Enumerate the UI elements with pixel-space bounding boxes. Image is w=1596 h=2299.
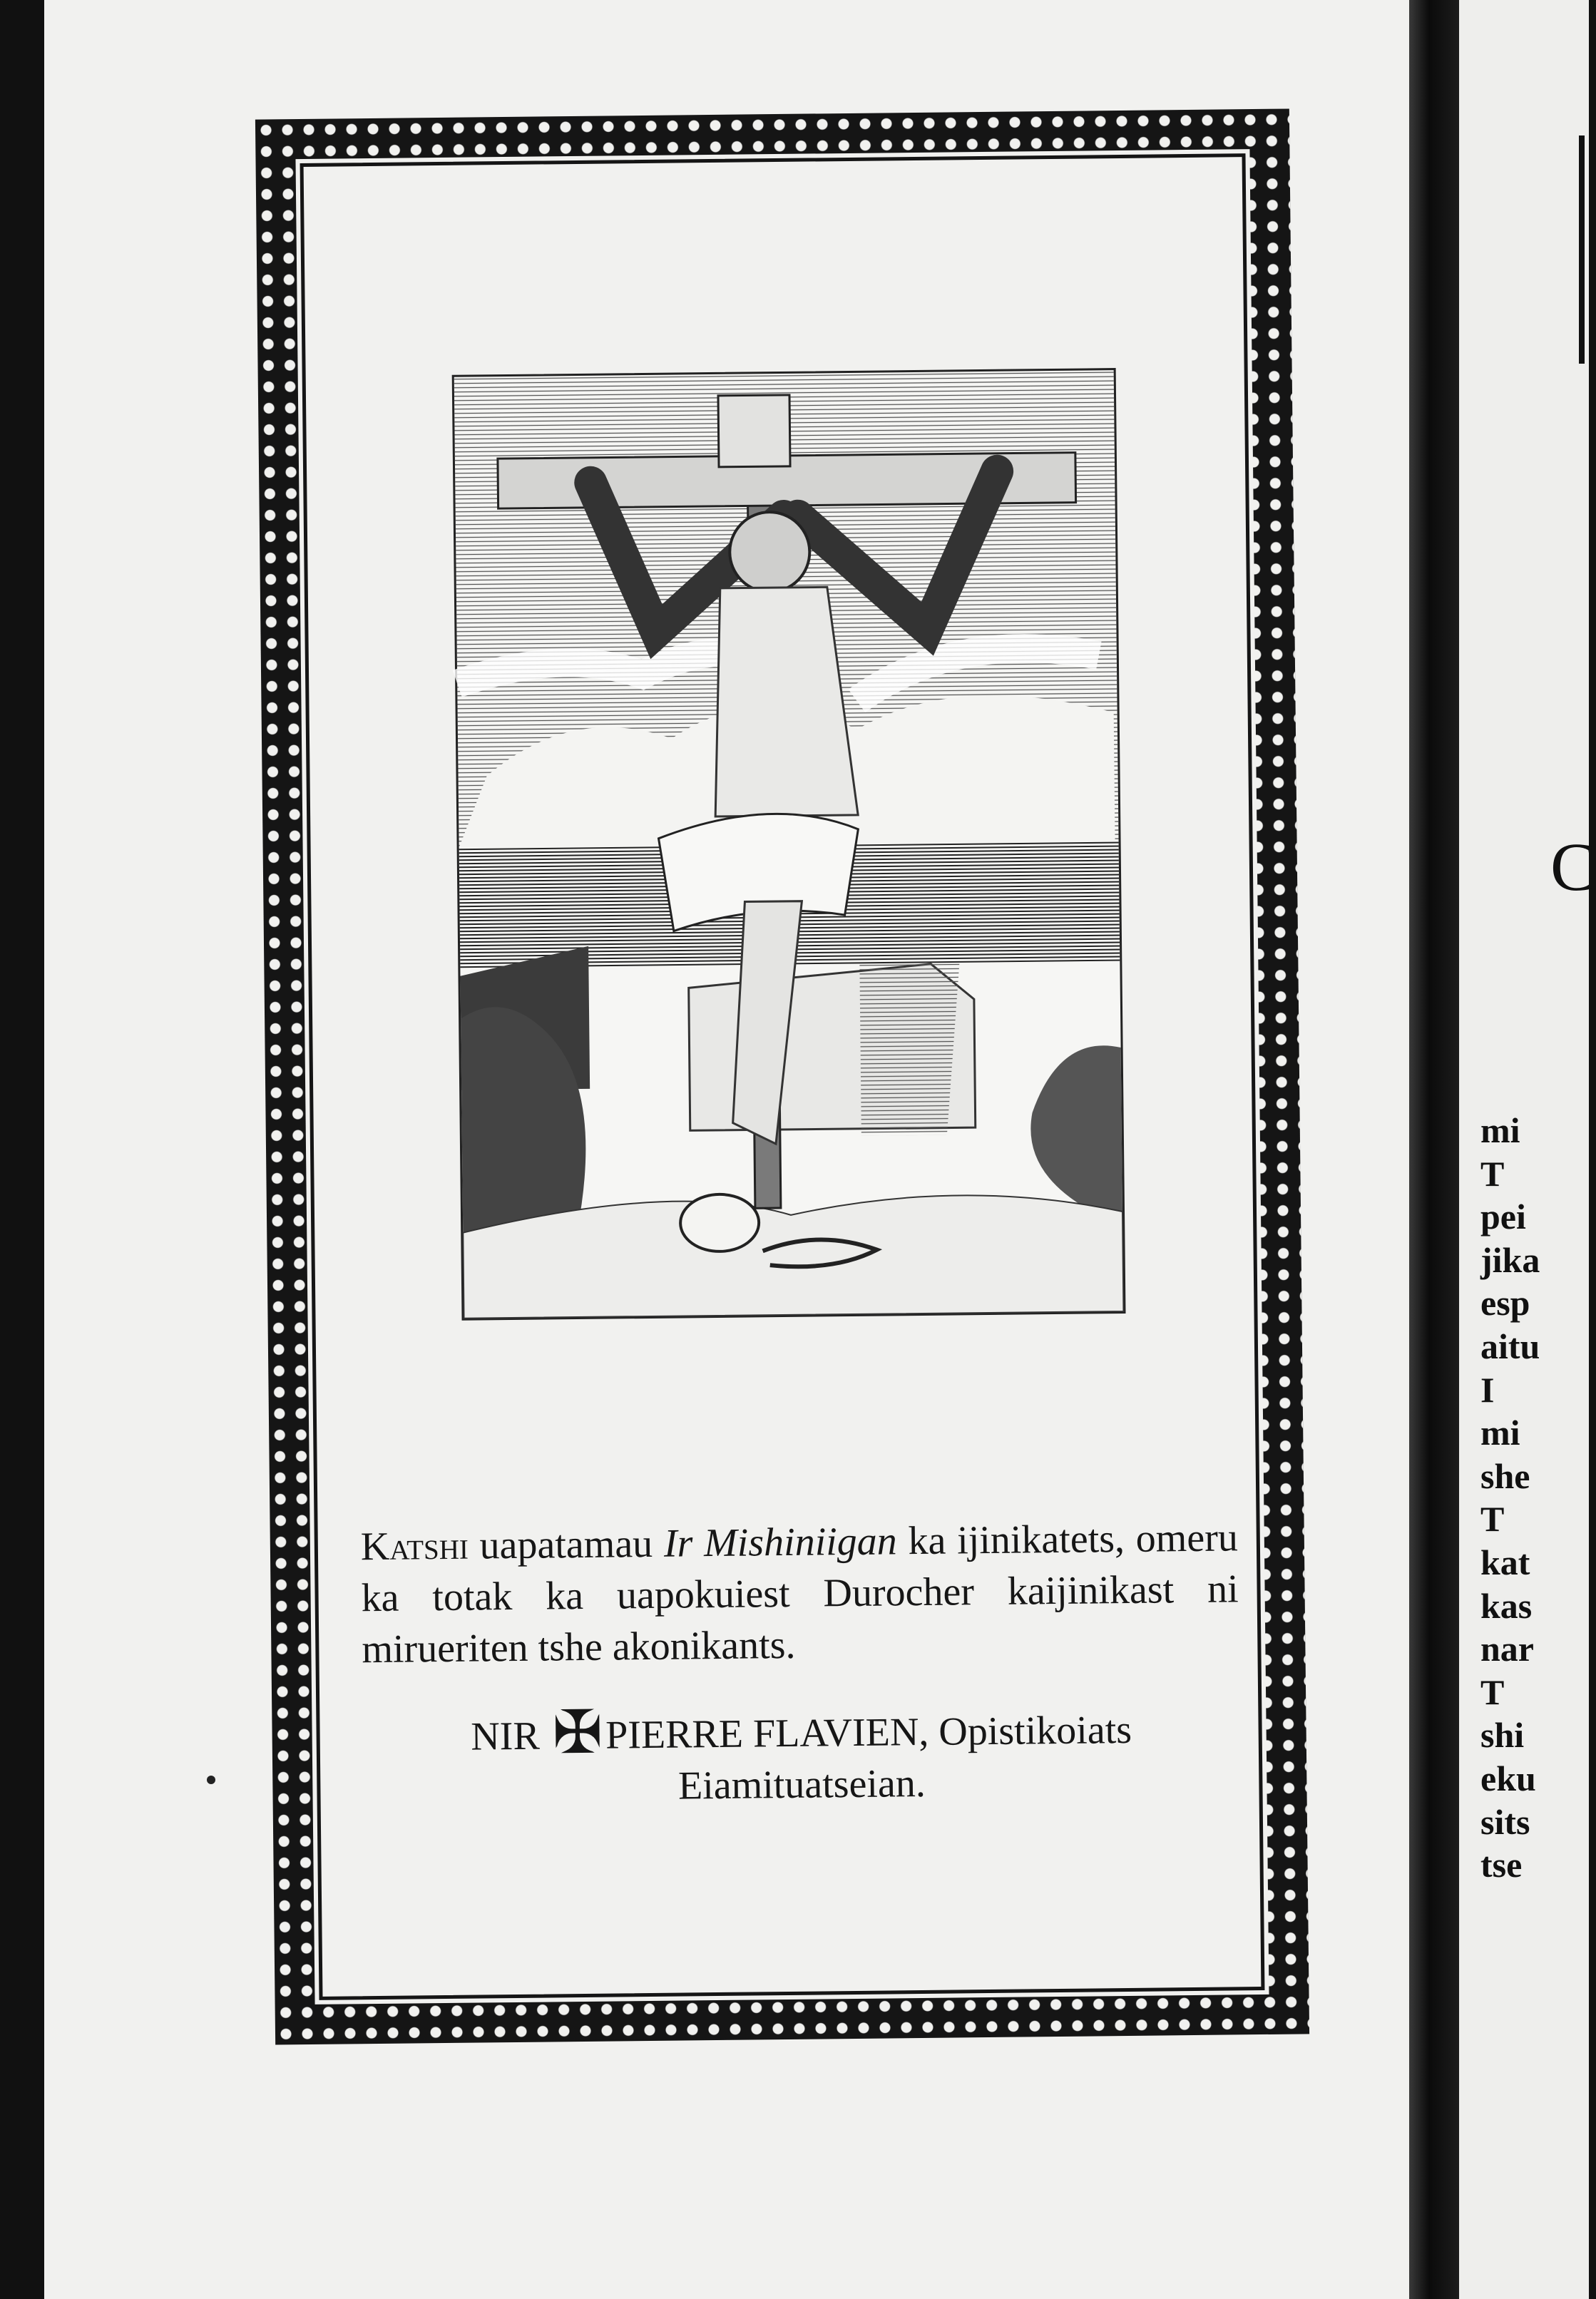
crucifixion-engraving <box>452 368 1126 1321</box>
left-page <box>44 0 1409 2299</box>
signature-name: PIERRE FLAVIEN, Opistikoiats <box>605 1707 1132 1758</box>
right-page-fragment: I <box>1480 1369 1495 1410</box>
caption-paragraph <box>360 1512 1239 1675</box>
right-page-fragment: mi <box>1480 1110 1520 1150</box>
right-page-initial: C <box>1550 829 1596 905</box>
right-page-fragment: sits <box>1480 1801 1530 1842</box>
right-page-fragment: T <box>1480 1499 1505 1540</box>
right-page-fragment: shi <box>1480 1715 1525 1756</box>
right-page-fragment: she <box>1480 1455 1530 1496</box>
right-page-fragment: kas <box>1480 1585 1533 1626</box>
signature-block <box>362 1701 1240 1815</box>
caption-italic-title: Ir Mishiniigan <box>663 1519 898 1566</box>
right-page-fragment: aitu <box>1480 1326 1540 1366</box>
signature-line-1 <box>362 1699 1240 1767</box>
right-page <box>1459 0 1596 2299</box>
maltese-cross-icon: ✠ <box>552 1699 603 1767</box>
caption-smallcaps-word: Katshi <box>360 1523 469 1570</box>
right-page-fragment: esp <box>1480 1283 1530 1323</box>
signature-prefix: NIR <box>470 1714 541 1759</box>
right-page-text-fragments <box>1480 1109 1540 1887</box>
caption-text-1: uapatamau <box>468 1521 665 1568</box>
signature-line-2: Eiamituatseian. <box>677 1761 926 1808</box>
ink-speck <box>207 1776 215 1784</box>
right-page-fragment: mi <box>1480 1413 1520 1453</box>
right-page-fragment: jika <box>1480 1239 1540 1280</box>
right-page-fragment: T <box>1480 1153 1505 1194</box>
right-page-rule <box>1579 135 1585 364</box>
right-page-fragment: kat <box>1480 1542 1530 1582</box>
right-page-fragment: pei <box>1480 1197 1526 1237</box>
caption-text-2: ka ijinikatets, omeru ka totak ka uapokuiest Durocher kaijinikast ni mirueriten tshe akonikants. <box>361 1515 1239 1672</box>
right-page-fragment: eku <box>1480 1758 1536 1798</box>
right-page-fragment: nar <box>1480 1629 1534 1669</box>
right-page-fragment: tse <box>1480 1845 1523 1885</box>
right-page-fragment: T <box>1480 1671 1505 1712</box>
frame-panel <box>300 153 1265 2000</box>
ornamental-border <box>255 108 1309 2044</box>
book-gutter <box>1409 0 1459 2299</box>
